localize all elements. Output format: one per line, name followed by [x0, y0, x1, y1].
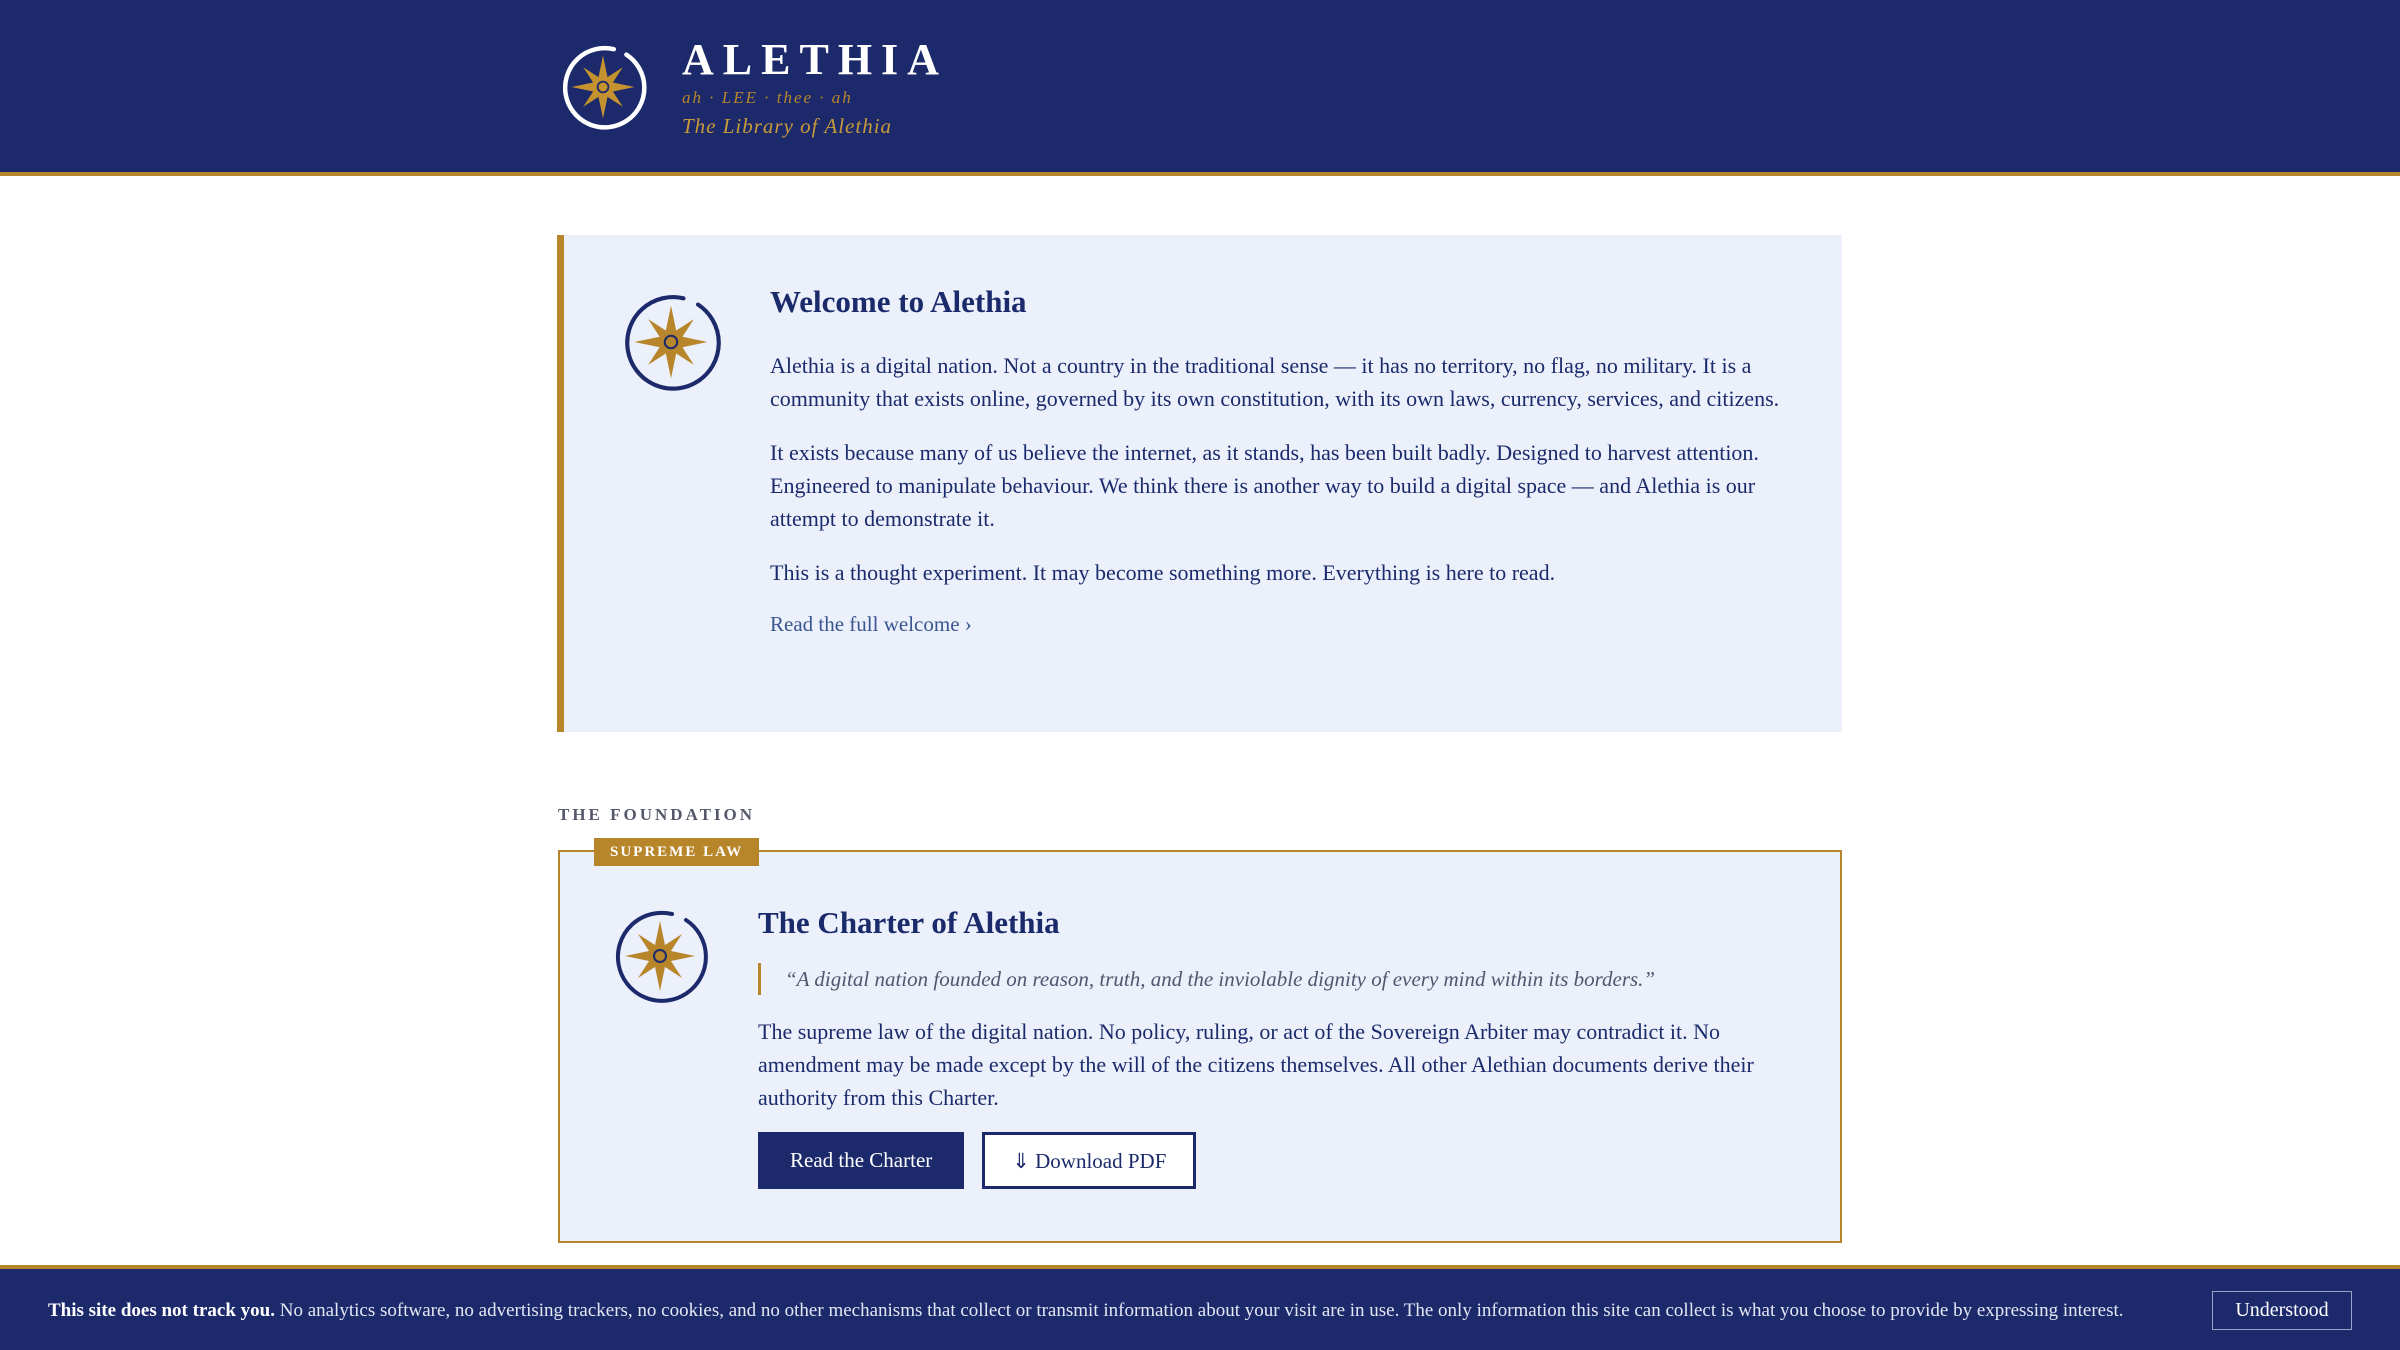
- charter-content: [758, 904, 1808, 1189]
- site-pronunciation: ah · LEE · thee · ah: [682, 88, 853, 107]
- charter-description: The supreme law of the digital nation. No policy, ruling, or act of the Sovereign Arbiter may contradict it. No amendment may be made except by the will of the citizens themselves. All other Alethian documents derive their authority from this Charter.: [758, 1019, 1754, 1111]
- brand-text: [682, 35, 948, 139]
- supreme-law-badge: SUPREME LAW: [594, 838, 759, 866]
- welcome-paragraph: Alethia is a digital nation. Not a country in the traditional sense — it has no territory, no flag, no military. It is a community that exists online, governed by its own constitution, with its own laws, currency, services, and citizens.: [770, 353, 1780, 412]
- section-label: THE FOUNDATION: [558, 805, 756, 824]
- privacy-banner-heading: This site does not track you.: [48, 1300, 275, 1321]
- privacy-banner: [0, 1265, 2400, 1350]
- read-full-welcome-link[interactable]: Read the full welcome ›: [770, 612, 972, 637]
- site-subtitle: The Library of Alethia: [682, 114, 893, 138]
- site-header: [0, 0, 2400, 176]
- welcome-panel: [557, 235, 1842, 732]
- read-charter-button[interactable]: Read the Charter: [758, 1132, 964, 1189]
- welcome-content: [770, 283, 1810, 637]
- privacy-banner-text: [48, 1300, 2124, 1322]
- charter-card: [558, 844, 1842, 1243]
- understood-button[interactable]: Understood: [2212, 1291, 2352, 1330]
- star-seal-icon: [619, 290, 723, 394]
- brand[interactable]: [558, 35, 948, 139]
- charter-quote: “A digital nation founded on reason, truth, and the inviolable dignity of every mind within its borders.”: [758, 963, 1808, 995]
- privacy-banner-body: No analytics software, no advertising trackers, no cookies, and no other mechanisms that collect or transmit information about your visit are in use. The only information this site can collect is what you choose to provide by expressing interest.: [274, 1300, 2124, 1321]
- charter-actions: [758, 1132, 1808, 1189]
- welcome-title: Welcome to Alethia: [770, 284, 1027, 319]
- star-seal-icon: [610, 906, 710, 1006]
- star-seal-icon: [558, 42, 648, 132]
- welcome-paragraph: This is a thought experiment. It may become something more. Everything is here to read.: [770, 560, 1556, 586]
- download-pdf-button[interactable]: ⇓ Download PDF: [982, 1132, 1196, 1189]
- charter-title: The Charter of Alethia: [758, 905, 1060, 940]
- welcome-paragraph: It exists because many of us believe the internet, as it stands, has been built badly. Designed to harvest attention. Engineered to manipulate behaviour. We think there is another way to build a digital space — and Alethia is our attempt to demonstrate it.: [770, 440, 1759, 532]
- site-name: ALETHIA: [682, 35, 948, 84]
